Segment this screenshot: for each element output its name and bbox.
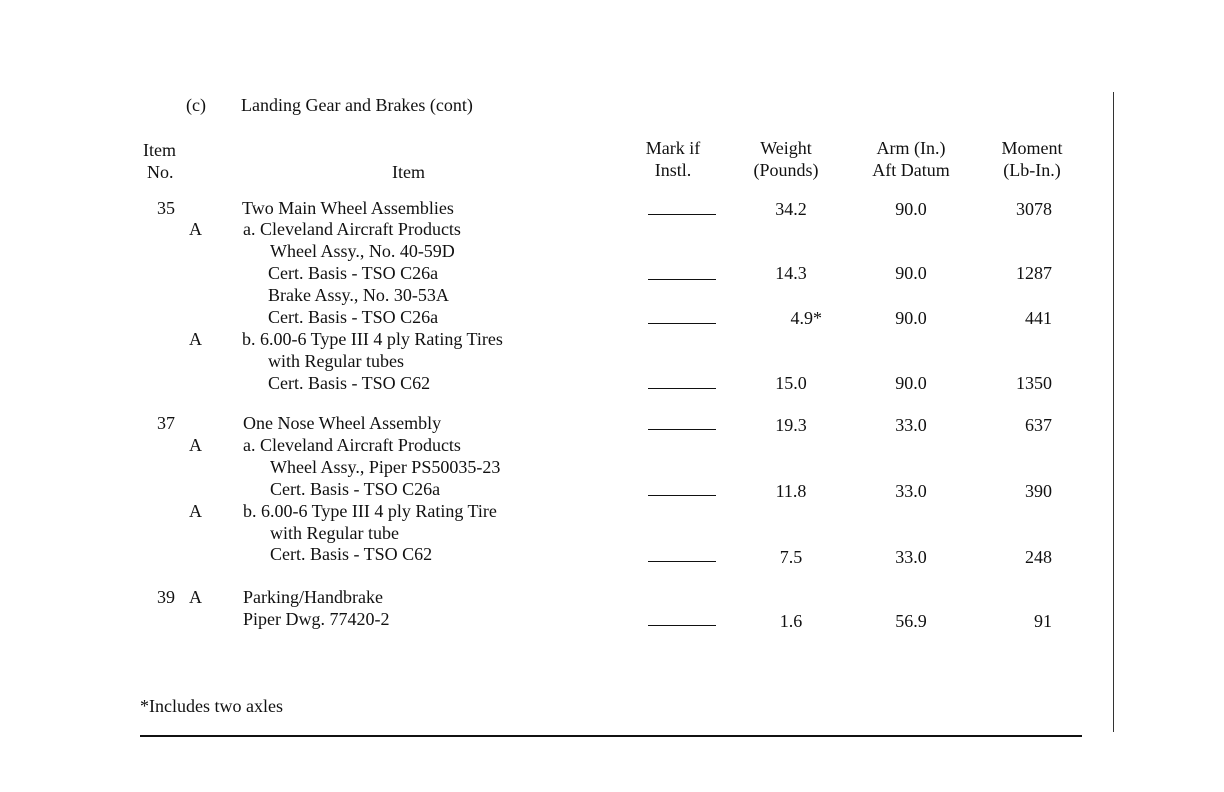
mark-if-installed-blank[interactable] xyxy=(648,279,716,280)
item-description: b. 6.00-6 Type III 4 ply Rating Tires xyxy=(242,329,503,349)
page-bottom-rule xyxy=(140,735,1082,737)
footnote: *Includes two axles xyxy=(140,696,283,716)
mark-if-installed-blank[interactable] xyxy=(648,323,716,324)
mark-if-installed-blank[interactable] xyxy=(648,214,716,215)
arm-value: 33.0 xyxy=(895,481,927,501)
arm-value: 56.9 xyxy=(895,611,927,631)
moment-value: 248 xyxy=(1025,547,1052,567)
item-description: Cert. Basis - TSO C26a xyxy=(268,263,439,283)
header-arm-line2: Aft Datum xyxy=(872,160,950,180)
item-description: Cert. Basis - TSO C62 xyxy=(268,373,431,393)
item-description: Cert. Basis - TSO C62 xyxy=(270,544,433,564)
moment-value: 91 xyxy=(1034,611,1052,631)
item-description: Parking/Handbrake xyxy=(243,587,383,607)
weight-value: 11.8 xyxy=(775,481,807,501)
moment-value: 637 xyxy=(1025,415,1052,435)
moment-value: 441 xyxy=(1025,308,1052,328)
header-mark-line1: Mark if xyxy=(645,138,701,158)
weight-value: 1.6 xyxy=(779,611,803,631)
arm-value: 33.0 xyxy=(895,547,927,567)
header-arm-line1: Arm (In.) xyxy=(876,138,946,158)
moment-value: 3078 xyxy=(1016,199,1052,219)
item-description: Brake Assy., No. 30-53A xyxy=(268,285,449,305)
arm-value: 90.0 xyxy=(895,373,927,393)
item-description: with Regular tube xyxy=(270,523,399,543)
page-margin-rule xyxy=(1113,92,1114,732)
header-moment-line2: (Lb-In.) xyxy=(1003,160,1061,180)
item-description: Wheel Assy., No. 40-59D xyxy=(270,241,455,261)
item-number: 35 xyxy=(157,198,175,218)
header-weight-line1: Weight xyxy=(760,138,812,158)
item-code: A xyxy=(189,329,202,349)
arm-value: 90.0 xyxy=(895,199,927,219)
item-number: 39 xyxy=(157,587,175,607)
item-number: 37 xyxy=(157,413,175,433)
header-weight-line2: (Pounds) xyxy=(753,160,819,180)
item-description: Two Main Wheel Assemblies xyxy=(242,198,454,218)
section-marker: (c) xyxy=(186,95,206,115)
item-description: One Nose Wheel Assembly xyxy=(243,413,442,433)
item-code: A xyxy=(189,587,202,607)
item-description: with Regular tubes xyxy=(268,351,404,371)
mark-if-installed-blank[interactable] xyxy=(648,625,716,626)
header-item-no-line1: Item xyxy=(143,140,176,160)
moment-value: 1350 xyxy=(1016,373,1052,393)
weight-value: 19.3 xyxy=(775,415,807,435)
moment-value: 390 xyxy=(1025,481,1052,501)
mark-if-installed-blank[interactable] xyxy=(648,388,716,389)
mark-if-installed-blank[interactable] xyxy=(648,429,716,430)
item-code: A xyxy=(189,501,202,521)
mark-if-installed-blank[interactable] xyxy=(648,495,716,496)
weight-value: 34.2 xyxy=(775,199,807,219)
arm-value: 90.0 xyxy=(895,308,927,328)
weight-value: 4.9* xyxy=(790,308,822,328)
arm-value: 33.0 xyxy=(895,415,927,435)
header-item: Item xyxy=(392,162,425,182)
item-description: Piper Dwg. 77420-2 xyxy=(243,609,390,629)
mark-if-installed-blank[interactable] xyxy=(648,561,716,562)
header-mark-line2: Instl. xyxy=(654,160,692,180)
item-description: Wheel Assy., Piper PS50035-23 xyxy=(270,457,501,477)
item-description: a. Cleveland Aircraft Products xyxy=(243,435,461,455)
item-description: Cert. Basis - TSO C26a xyxy=(270,479,441,499)
moment-value: 1287 xyxy=(1016,263,1052,283)
header-moment-line1: Moment xyxy=(1001,138,1063,158)
weight-value: 14.3 xyxy=(775,263,807,283)
item-code: A xyxy=(189,435,202,455)
section-title: Landing Gear and Brakes (cont) xyxy=(241,95,473,115)
item-description: b. 6.00-6 Type III 4 ply Rating Tire xyxy=(243,501,497,521)
item-description: a. Cleveland Aircraft Products xyxy=(243,219,461,239)
weight-value: 15.0 xyxy=(775,373,807,393)
arm-value: 90.0 xyxy=(895,263,927,283)
item-code: A xyxy=(189,219,202,239)
item-description: Cert. Basis - TSO C26a xyxy=(268,307,439,327)
header-item-no-line2: No. xyxy=(147,162,174,182)
weight-value: 7.5 xyxy=(779,547,803,567)
